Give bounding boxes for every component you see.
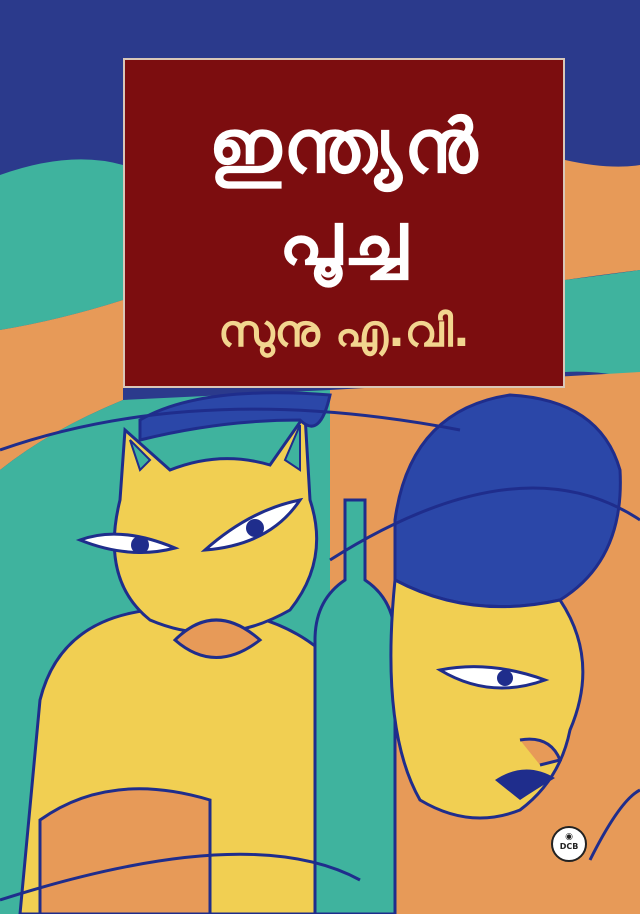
book-title-line-2: പൂച്ച [278, 196, 410, 282]
cat-paw [40, 789, 210, 914]
teal-band-left [0, 159, 123, 330]
cat-pupil-left [131, 536, 149, 554]
publisher-logo-text: DCB [559, 842, 579, 851]
cat-pupil-right [246, 519, 264, 537]
author-name: സുനു എ.വി. [218, 306, 470, 357]
publisher-logo [551, 826, 587, 862]
teal-band-right [565, 270, 640, 380]
title-panel [123, 58, 565, 388]
book-icon: ◉ [565, 832, 573, 842]
orange-band-right [565, 160, 640, 280]
man-pupil [497, 670, 513, 686]
book-title-line-1: ഇന്ത്യൻ [208, 104, 480, 190]
